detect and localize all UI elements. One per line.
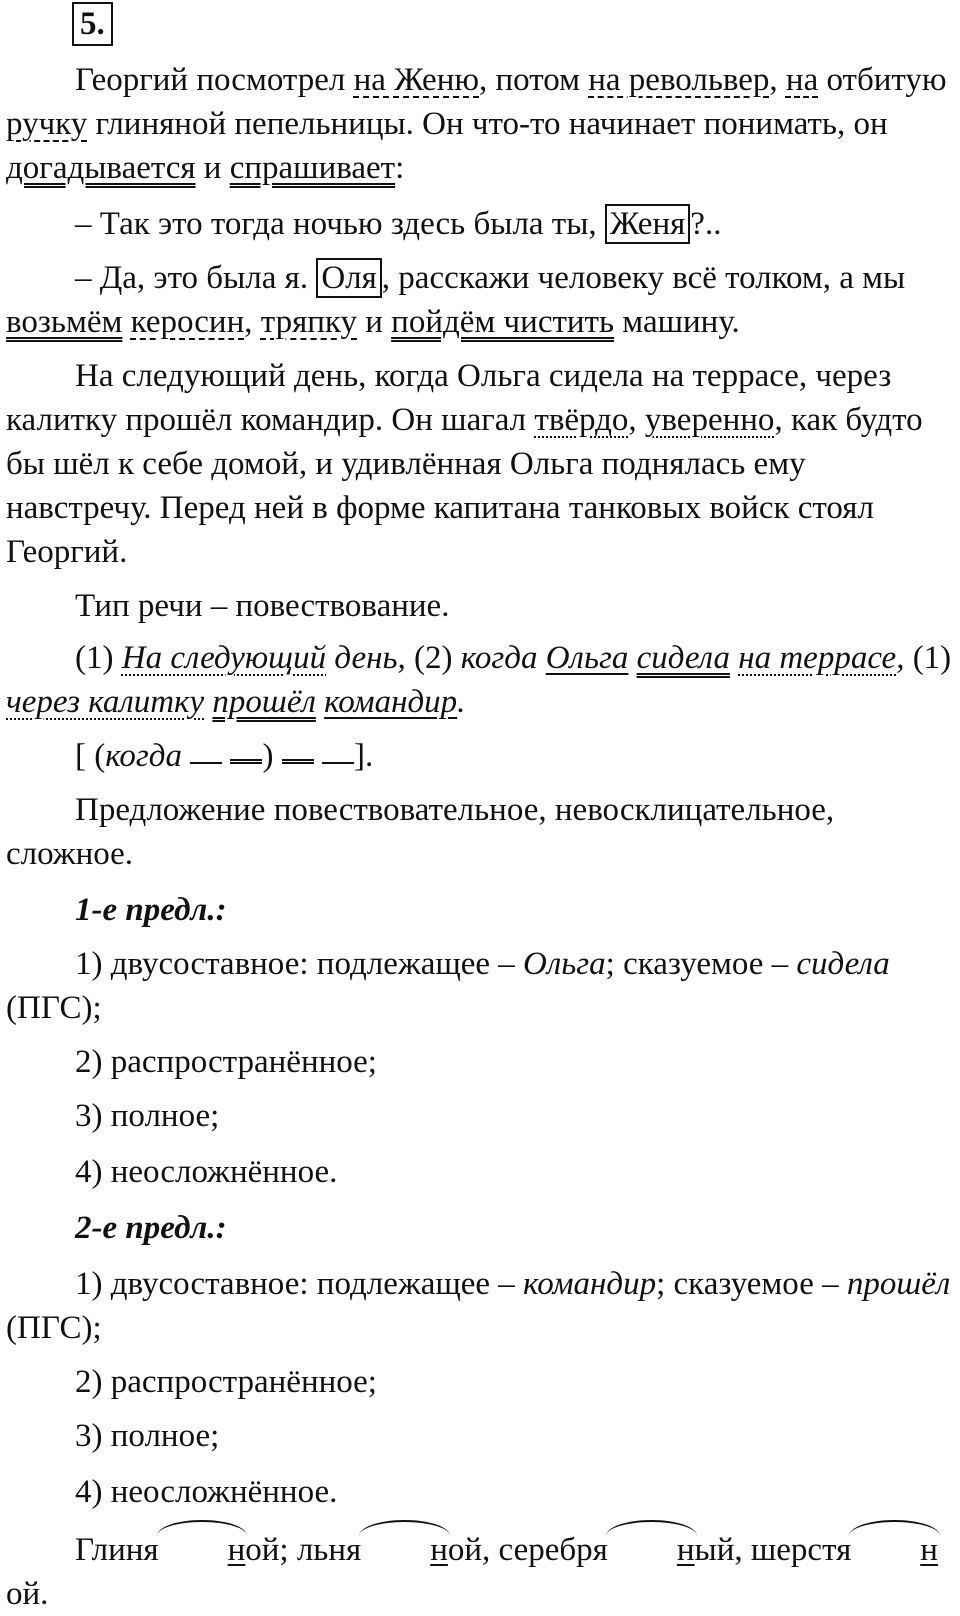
- s1-item-3: 3) полное;: [75, 1098, 220, 1134]
- text: ой,: [447, 1532, 499, 1568]
- object-word: ручку: [6, 106, 88, 142]
- text: На следующий день, когда Ольга сидела на террасе, через калитку прошёл командир. Он шагал: [6, 358, 892, 438]
- s2-item-2: 2) распространённое;: [75, 1364, 377, 1400]
- text: [122, 304, 130, 340]
- s1-item-1: [6, 942, 954, 1030]
- text: ,: [628, 402, 645, 438]
- address-word-box: Женя: [605, 204, 690, 244]
- text: :: [395, 150, 405, 186]
- text: [730, 640, 738, 676]
- s1-item-4: 4) неосложнённое.: [75, 1154, 338, 1190]
- text: (2): [413, 640, 461, 676]
- predicate-word: спрашивает: [229, 150, 396, 186]
- text: Ольга: [523, 946, 606, 982]
- text: ?..: [690, 206, 722, 242]
- paragraph-2: [6, 202, 954, 246]
- text: ): [262, 738, 274, 774]
- adverbial-word: На следующий: [121, 640, 327, 676]
- paragraph-sentence-kind: Предложение повествовательное, невосклицательное, сложное.: [6, 792, 835, 872]
- suffix-mark: [361, 1528, 448, 1572]
- subject-line: [190, 762, 222, 764]
- text: (ПГС);: [6, 1310, 102, 1346]
- predicate-line: [282, 759, 314, 764]
- suffix-mark: [851, 1528, 938, 1572]
- text: отбитую: [818, 62, 947, 98]
- text: ой;: [245, 1532, 297, 1568]
- adverbial-word: уверенно: [644, 402, 775, 438]
- paragraph-parsed-sentence: [6, 636, 954, 724]
- object-word: на Женю: [353, 62, 480, 98]
- word-analysis-line: [6, 1528, 954, 1616]
- text: серебря: [498, 1532, 608, 1568]
- text: когда: [460, 640, 546, 676]
- text: ].: [353, 738, 374, 774]
- suffix-letter: н: [430, 1532, 448, 1568]
- text: ,: [769, 62, 786, 98]
- text: 1-е предл.:: [75, 892, 227, 928]
- object-word: на револьвер: [588, 62, 770, 98]
- text: 2-е предл.:: [75, 1210, 227, 1246]
- subject-word: Ольга: [545, 640, 629, 676]
- object-word: керосин: [130, 304, 245, 340]
- s2-item-4: [6, 1470, 954, 1518]
- text: день,: [326, 640, 414, 676]
- suffix-letter: н: [920, 1532, 938, 1568]
- text: и: [357, 304, 392, 340]
- s1-item-2: 2) распространённое;: [75, 1044, 377, 1080]
- text: [316, 684, 324, 720]
- text: глиняной пепельницы. Он что-то начинает понимать, он: [87, 106, 888, 142]
- paragraph-speech-type: Тип речи – повествование.: [75, 588, 450, 624]
- text: 1) двусоставное: подлежащее –: [75, 1266, 524, 1302]
- address-word-box: Оля: [316, 258, 381, 298]
- suffix-mark: [159, 1528, 246, 1572]
- subject-word: командир: [324, 684, 458, 720]
- text: льня: [296, 1532, 362, 1568]
- text: шерстя: [750, 1532, 852, 1568]
- suffix-letter: н: [227, 1532, 246, 1568]
- object-word: тряпку: [260, 304, 357, 340]
- subject-line: [322, 762, 354, 764]
- text: ; сказуемое –: [656, 1266, 847, 1302]
- adverbial-word: на террасе: [738, 640, 897, 676]
- text: – Да, это была я.: [75, 260, 317, 296]
- text: ,: [244, 304, 261, 340]
- text: (1): [912, 640, 952, 676]
- text: , потом: [479, 62, 589, 98]
- s2-item-1: [6, 1262, 954, 1350]
- text: командир: [523, 1266, 657, 1302]
- text: , как будто бы шёл к себе домой, и удивлённая Ольга поднялась ему навстречу. Перед ней в форме капитана танковых войск стоял Георгий.: [6, 402, 923, 570]
- text: [628, 640, 636, 676]
- predicate-word: пойдём чистить: [391, 304, 615, 340]
- text: [ (: [75, 738, 106, 774]
- text: (1): [75, 640, 122, 676]
- text: когда: [105, 738, 182, 774]
- paragraph-4: [6, 354, 954, 574]
- paragraph-1: [6, 58, 954, 190]
- predicate-word: возьмём: [6, 304, 123, 340]
- s2-item-3: 3) полное;: [75, 1418, 220, 1454]
- suffix-letter: н: [676, 1532, 695, 1568]
- suffix-mark: [608, 1528, 695, 1572]
- text: .: [457, 684, 466, 720]
- text: – Так это тогда ночью здесь была ты,: [75, 206, 605, 242]
- text: , расскажи человеку всё толком, а мы: [381, 260, 906, 296]
- predicate-line: [230, 759, 262, 764]
- predicate-word: догадывается: [6, 150, 196, 186]
- text: 1) двусоставное: подлежащее –: [75, 946, 524, 982]
- exercise-number: 5.: [72, 2, 113, 46]
- text: сидела: [796, 946, 890, 982]
- heading-sentence-1: [6, 888, 954, 932]
- predicate-word: сидела: [636, 640, 730, 676]
- sentence-scheme: [6, 734, 954, 778]
- predicate-word: прошёл: [212, 684, 316, 720]
- text: 4) неосложнённое.: [75, 1474, 338, 1510]
- text: Георгий посмотрел: [75, 62, 354, 98]
- text: прошёл: [846, 1266, 951, 1302]
- paragraph-3: [6, 256, 954, 344]
- text: ой.: [6, 1576, 49, 1612]
- text: ый,: [694, 1532, 751, 1568]
- text: машину.: [614, 304, 740, 340]
- text: и: [195, 150, 230, 186]
- adverbial-word: через калитку: [6, 684, 205, 720]
- text: ,: [896, 640, 913, 676]
- adverbial-word: твёрдо: [534, 402, 629, 438]
- object-word: на: [785, 62, 819, 98]
- heading-sentence-2: [6, 1206, 954, 1250]
- text: (ПГС);: [6, 990, 102, 1026]
- text: Глиня: [75, 1532, 159, 1568]
- text: ; сказуемое –: [605, 946, 797, 982]
